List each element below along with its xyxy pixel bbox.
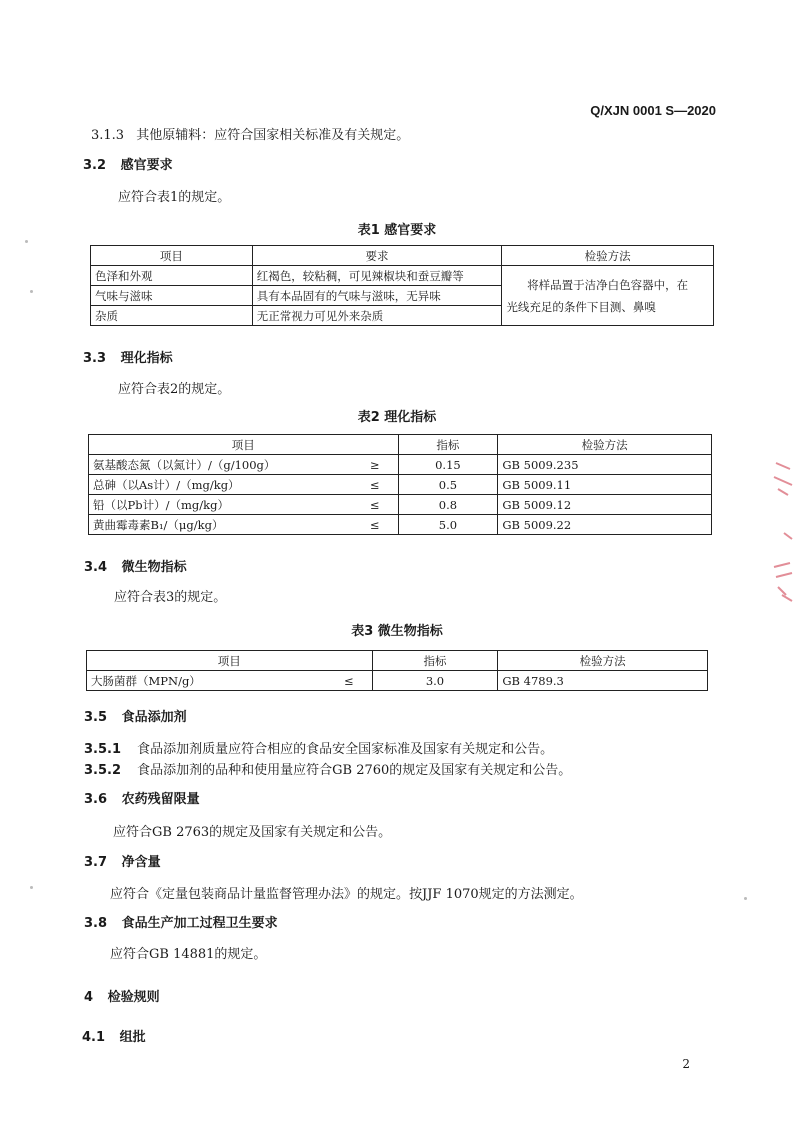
- section-title: 检验规则: [107, 990, 160, 1005]
- table-cell: 红褐色，较粘稠，可见辣椒块和蚕豆瓣等: [252, 266, 502, 286]
- table-cell-symbol: ≤: [318, 515, 398, 535]
- section-title: 理化指标: [120, 351, 173, 366]
- table-cell-symbol: ≤: [314, 671, 372, 691]
- section-title: 农药残留限量: [121, 792, 200, 807]
- section-3-4-heading: [84, 556, 187, 575]
- section-3-8-heading: [84, 912, 278, 931]
- scan-speck: [25, 240, 28, 243]
- table-cell-symbol: ≤: [318, 475, 398, 495]
- section-number: 3.5.1: [84, 742, 122, 757]
- table-cell: 大肠菌群（MPN/g）: [87, 671, 315, 691]
- section-number: 3.5: [84, 710, 108, 725]
- table-cell: GB 5009.22: [498, 515, 712, 535]
- table-header-row: [91, 246, 714, 266]
- scan-speck: [30, 290, 33, 293]
- table-cell-method: [502, 266, 714, 326]
- table-cell-symbol: ≤: [318, 495, 398, 515]
- table-header-cell: 要求: [252, 246, 502, 266]
- section-4-1-heading: [82, 1026, 146, 1045]
- section-number: 3.4: [84, 560, 108, 575]
- section-text: 食品添加剂质量应符合相应的食品安全国家标准及国家有关规定和公告。: [137, 742, 554, 757]
- section-3-3-text: 应符合表2的规定。: [118, 382, 231, 397]
- section-text: 其他原辅料：应符合国家相关标准及有关规定。: [136, 128, 410, 143]
- table-cell: GB 4789.3: [498, 671, 708, 691]
- table1-caption: 表1 感官要求: [357, 223, 437, 238]
- section-number: 4: [84, 990, 94, 1005]
- table-cell: 铅（以Pb计）/（mg/kg）: [89, 495, 319, 515]
- table-header-cell: 项目: [91, 246, 253, 266]
- table3-microbial: [86, 650, 708, 691]
- seal-stamp-fragment: [768, 455, 794, 615]
- method-line: 将样品置于洁净白色容器中，在: [527, 277, 689, 292]
- scan-speck: [744, 897, 747, 900]
- table-header-cell: 指标: [372, 651, 498, 671]
- table3-caption: 表3 微生物指标: [351, 624, 443, 639]
- table-row: [89, 495, 712, 515]
- section-title: 食品生产加工过程卫生要求: [121, 916, 278, 931]
- table-row: [91, 266, 714, 286]
- table-header-cell: 项目: [87, 651, 373, 671]
- section-3-5-heading: [84, 706, 187, 725]
- section-number: 3.7: [84, 855, 108, 870]
- table1-sensory: [90, 245, 714, 326]
- table-header-cell: 项目: [89, 435, 399, 455]
- table-cell: 具有本品固有的气味与滋味，无异味: [252, 286, 502, 306]
- section-number: 3.8: [84, 916, 108, 931]
- section-title: 微生物指标: [121, 560, 187, 575]
- section-3-5-2: [84, 759, 571, 778]
- page-number: 2: [682, 1057, 690, 1071]
- table-cell-value: 0.5: [398, 475, 498, 495]
- section-title: 感官要求: [120, 158, 173, 173]
- section-3-6-text: 应符合GB 2763的规定及国家有关规定和公告。: [113, 825, 392, 840]
- table-header-row: [89, 435, 712, 455]
- table-cell-value: 5.0: [398, 515, 498, 535]
- table-cell: 氨基酸态氮（以氮计）/（g/100g）: [89, 455, 319, 475]
- table-header-row: [87, 651, 708, 671]
- table-row: [89, 455, 712, 475]
- section-3-1-3: [91, 124, 409, 143]
- section-3-8-text: 应符合GB 14881的规定。: [110, 947, 267, 962]
- table-cell: GB 5009.11: [498, 475, 712, 495]
- table-cell-symbol: ≥: [318, 455, 398, 475]
- section-title: 净含量: [121, 855, 161, 870]
- table2-caption: 表2 理化指标: [357, 410, 437, 425]
- section-3-2-heading: [83, 154, 173, 173]
- table-cell: 气味与滋味: [91, 286, 253, 306]
- section-number: 3.6: [84, 792, 108, 807]
- table-header-cell: 检验方法: [502, 246, 714, 266]
- table-cell: 色泽和外观: [91, 266, 253, 286]
- table-header-cell: 检验方法: [498, 651, 708, 671]
- table-cell: 无正常视力可见外来杂质: [252, 306, 502, 326]
- section-4-heading: [84, 986, 160, 1005]
- section-3-2-text: 应符合表1的规定。: [118, 190, 231, 205]
- table-header-cell: 检验方法: [498, 435, 712, 455]
- section-number: 3.2: [83, 158, 107, 173]
- method-line: 光线充足的条件下目测、鼻嗅: [506, 299, 656, 314]
- section-3-6-heading: [84, 788, 200, 807]
- scan-speck: [30, 886, 33, 889]
- section-number: 3.5.2: [84, 763, 122, 778]
- section-3-3-heading: [83, 347, 173, 366]
- standard-number: Q/XJN 0001 S—2020: [590, 103, 716, 118]
- section-3-4-text: 应符合表3的规定。: [114, 590, 227, 605]
- table-cell: 总砷（以As计）/（mg/kg）: [89, 475, 319, 495]
- table-cell: GB 5009.235: [498, 455, 712, 475]
- section-text: 食品添加剂的品种和使用量应符合GB 2760的规定及国家有关规定和公告。: [137, 763, 572, 778]
- table-row: [87, 671, 708, 691]
- table2-physicochemical: [88, 434, 712, 535]
- section-title: 组批: [119, 1030, 146, 1045]
- section-number: 4.1: [82, 1030, 106, 1045]
- table-cell: 杂质: [91, 306, 253, 326]
- table-header-cell: 指标: [398, 435, 498, 455]
- table-row: [89, 475, 712, 495]
- section-3-7-text: 应符合《定量包装商品计量监督管理办法》的规定。按JJF 1070规定的方法测定。: [110, 887, 583, 902]
- section-title: 食品添加剂: [121, 710, 187, 725]
- section-3-7-heading: [84, 851, 161, 870]
- section-number: 3.3: [83, 351, 107, 366]
- table-cell: 黄曲霉毒素B₁/（μg/kg）: [89, 515, 319, 535]
- table-cell-value: 0.8: [398, 495, 498, 515]
- table-cell-value: 3.0: [372, 671, 498, 691]
- section-number: 3.1.3: [91, 128, 125, 143]
- table-cell-value: 0.15: [398, 455, 498, 475]
- table-row: [89, 515, 712, 535]
- section-3-5-1: [84, 738, 553, 757]
- table-cell: GB 5009.12: [498, 495, 712, 515]
